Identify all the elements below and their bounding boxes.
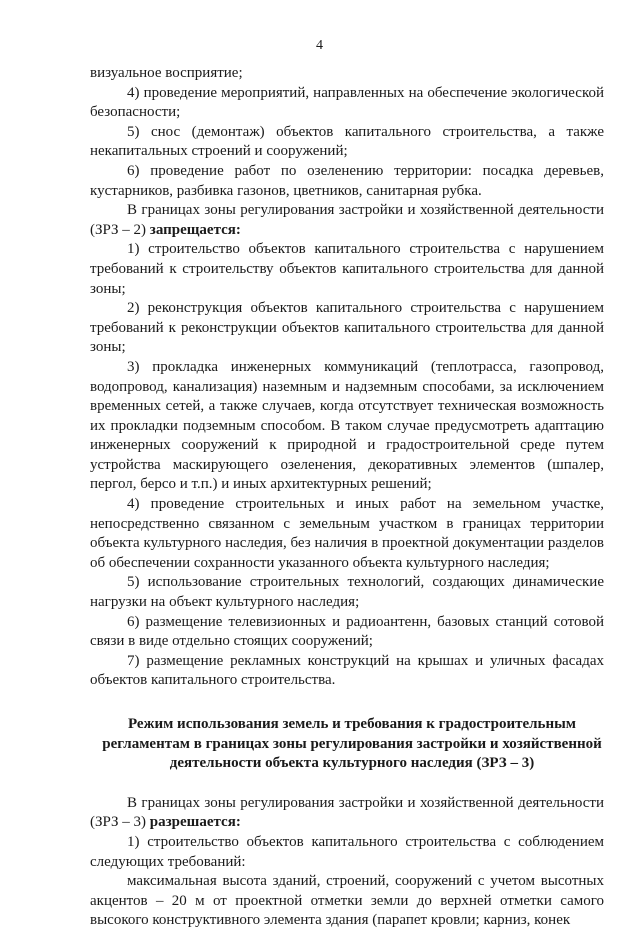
zrz3-intro-paragraph [90,794,604,833]
section-heading-line: деятельности объекта культурного наследия (ЗРЗ – 3) [169,755,535,772]
paragraph-item-5: 5) снос (демонтаж) объектов капитального строительства, а также некапитальных строений и сооружений; [90,123,604,160]
section-heading-line: регламентам в границах зоны регулирования застройки и хозяйственной [102,735,602,752]
document-body [90,64,604,931]
zrz2-item-4: 4) проведение строительных и иных работ на земельном участке, непосредственно связанном с земельным участком в границах территории объекта культурного наследия, без наличия в проектной документации разделов об обеспечении сохранности указанного объекта культурного наследия; [90,496,604,571]
zrz2-intro-text: В границах зоны регулирования застройки и хозяйственной деятельности (ЗРЗ – 2) [90,202,604,238]
zrz2-prohibited-label: запрещается: [149,221,241,238]
paragraph-item-4: 4) проведение мероприятий, направленных на обеспечение экологической безопасности; [90,84,604,121]
zrz2-item-6: 6) размещение телевизионных и радиоантенн, базовых станций сотовой связи в виде отдельно стоящих сооружений; [90,613,604,650]
page-number: 4 [316,38,323,53]
zrz2-item-3: 3) прокладка инженерных коммуникаций (теплотрасса, газопровод, водопровод, канализация) наземным и надземным способами, за исключением временных сетей, а также случаев, когда отсутствует техническая возможность их прокладки подземным способом. В таком случае предусмотреть адаптацию инженерных сооружений к природной и градостроительной среде путем устройства маскирующего озеленения, декоративных элементов (шпалер, пергол, берсо и т.п.) и иных архитектурных решений; [90,358,604,493]
zrz2-item-1: 1) строительство объектов капитального строительства с нарушением требований к строительству объектов капитального строительства для данной зоны; [90,241,604,297]
section-heading-line: Режим использования земель и требования к градостроительным [127,716,577,732]
zrz3-allowed-label: разрешается: [149,814,241,831]
zrz2-item-7: 7) размещение рекламных конструкций на крышах и уличных фасадах объектов капитального строительства. [90,652,604,689]
paragraph-item-6: 6) проведение работ по озеленению территории: посадка деревьев, кустарников, разбивка газонов, цветников, санитарная рубка. [90,162,604,199]
paragraph-continuation: визуальное восприятие; [90,65,243,81]
zrz3-intro-text: В границах зоны регулирования застройки и хозяйственной деятельности (ЗРЗ – 3) [90,794,604,831]
section-heading [90,715,604,774]
zrz2-intro-paragraph [90,201,604,240]
zrz2-item-5: 5) использование строительных технологий, создающих динамические нагрузки на объект культурного наследия; [90,574,604,611]
zrz2-item-2: 2) реконструкция объектов капитального строительства с нарушением требований к реконструкции объектов капитального строительства для данной зоны; [90,300,604,356]
zrz3-height-requirement: максимальная высота зданий, строений, сооружений с учетом высотных акцентов – 20 м от проектной отметки земли до верхней отметки самого высокого конструктивного элемента здания (парапет кровли; карниз, конек [90,873,604,929]
zrz3-item-1: 1) строительство объектов капитального строительства с соблюдением следующих требований: [90,833,604,870]
